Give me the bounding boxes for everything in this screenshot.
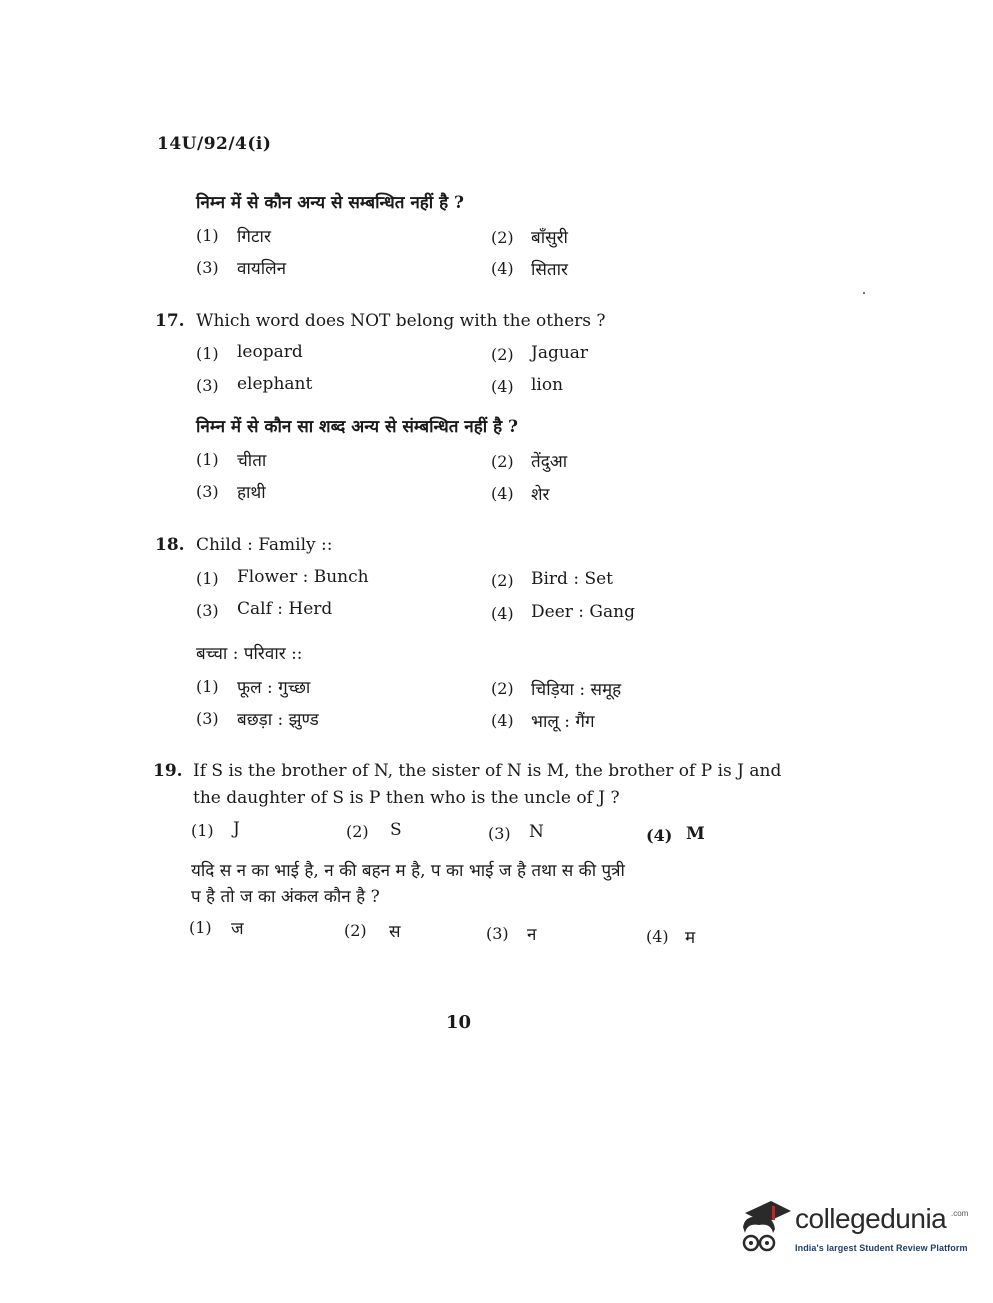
q19-option-2: S [390, 820, 402, 840]
q18-question: Child : Family :: [196, 535, 333, 555]
q17-number: 17. [155, 311, 185, 331]
q18-hindi-option-1: फूल : गुच्छा [237, 678, 311, 698]
q17-hindi-option-4: शेर [531, 485, 550, 505]
q18-hindi-option-4: भालू : गैंग [531, 712, 595, 732]
q18-number: 18. [155, 535, 185, 555]
q18-option-1-num: (1) [196, 569, 219, 588]
q19-hindi-line-1: यदि स न का भाई है, न की बहन म है, प का भाई ज है तथा स की पुत्री [191, 861, 625, 881]
q19-hindi-option-2-num: (2) [344, 921, 367, 940]
q19-number: 19. [153, 761, 183, 781]
q18-hindi-option-2: चिड़िया : समूह [531, 680, 622, 700]
logo-name: collegedunia [795, 1203, 947, 1234]
q17-hindi-option-1: चीता [237, 451, 267, 471]
q17-question: Which word does NOT belong with the others ? [196, 311, 606, 331]
q19-hindi-option-1: ज [231, 919, 244, 939]
q19-option-1: J [233, 819, 240, 839]
q17-hindi-option-2-num: (2) [491, 452, 514, 471]
page-number: 10 [446, 1012, 472, 1033]
q19-option-3-num: (3) [488, 824, 511, 843]
q18-option-3-num: (3) [196, 601, 219, 620]
q18-hindi-option-2-num: (2) [491, 679, 514, 698]
q17-option-1-num: (1) [196, 344, 219, 363]
q17-option-2: Jaguar [531, 343, 589, 363]
q18-option-1: Flower : Bunch [237, 567, 369, 587]
q17-option-4-num: (4) [491, 377, 514, 396]
q17-hindi-option-1-num: (1) [196, 450, 219, 469]
q16-option-4-num: (4) [491, 259, 514, 278]
q16-option-2-num: (2) [491, 228, 514, 247]
q17-hindi-option-3-num: (3) [196, 482, 219, 501]
q18-hindi-option-4-num: (4) [491, 711, 514, 730]
q17-option-3-num: (3) [196, 376, 219, 395]
q19-question-line-2: the daughter of S is P then who is the uncle of J ? [193, 788, 620, 808]
q17-hindi-question: निम्न में से कौन सा शब्द अन्य से संम्बन्धित नहीं है ? [196, 417, 518, 437]
q19-hindi-option-3: न [527, 925, 537, 945]
q19-hindi-option-2: स [389, 922, 401, 942]
q19-hindi-option-4-num: (4) [646, 927, 669, 946]
q16-option-2: बाँसुरी [531, 228, 568, 248]
q17-option-3: elephant [237, 374, 313, 394]
q19-option-3: N [529, 822, 544, 842]
q19-hindi-option-4: म [685, 928, 696, 948]
q17-option-2-num: (2) [491, 345, 514, 364]
q16-option-1: गिटार [237, 227, 271, 247]
q18-hindi-option-3: बछड़ा : झुण्ड [237, 710, 319, 730]
collegedunia-logo [735, 1197, 969, 1267]
q16-option-3: वायलिन [237, 259, 287, 279]
mascot-icon [735, 1197, 793, 1263]
q17-hindi-option-4-num: (4) [491, 484, 514, 503]
q18-option-2-num: (2) [491, 571, 514, 590]
q18-option-4-num: (4) [491, 604, 514, 623]
q16-option-4: सितार [531, 260, 568, 280]
q17-option-1: leopard [237, 342, 303, 362]
q19-question-line-1: If S is the brother of N, the sister of N is M, the brother of P is J and [193, 761, 782, 781]
q18-option-2: Bird : Set [531, 569, 614, 589]
logo-suffix: .com [951, 1209, 969, 1218]
q17-hindi-option-3: हाथी [237, 483, 266, 503]
q19-hindi-option-1-num: (1) [189, 918, 212, 937]
q19-option-2-num: (2) [346, 822, 369, 841]
q19-hindi-line-2: प है तो ज का अंकल कौन है ? [191, 887, 380, 907]
q18-hindi-question: बच्चा : परिवार :: [196, 644, 303, 664]
q17-option-4: lion [531, 375, 564, 395]
q19-option-4: M [686, 824, 705, 844]
paper-code: 14U/92/4(i) [157, 134, 272, 154]
scan-speck [863, 292, 865, 294]
q18-option-3: Calf : Herd [237, 599, 333, 619]
q19-option-1-num: (1) [191, 821, 214, 840]
q17-hindi-option-2: तेंदुआ [531, 452, 568, 472]
q16-option-1-num: (1) [196, 226, 219, 245]
q16-hindi-question: निम्न में से कौन अन्य से सम्बन्धित नहीं है ? [196, 193, 465, 213]
logo-tagline: India's largest Student Review Platform [795, 1243, 968, 1253]
q18-option-4: Deer : Gang [531, 602, 635, 622]
q19-option-4-num: (4) [646, 826, 673, 845]
q18-hindi-option-3-num: (3) [196, 709, 219, 728]
q16-option-3-num: (3) [196, 258, 219, 277]
q19-hindi-option-3-num: (3) [486, 924, 509, 943]
q18-hindi-option-1-num: (1) [196, 677, 219, 696]
